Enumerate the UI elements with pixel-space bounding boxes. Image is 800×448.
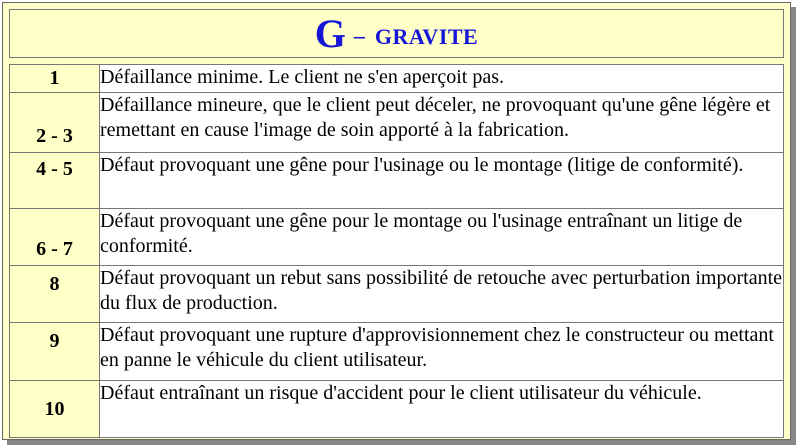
title-word: GRAVITE: [374, 23, 479, 49]
score-cell: 4 - 5: [10, 153, 100, 209]
description-cell: Défaillance minime. Le client ne s'en aperçoit pas.: [100, 65, 784, 93]
table-title: [9, 9, 784, 58]
table-row: [10, 65, 784, 93]
description-cell: Défaut provoquant une rupture d'approvisionnement chez le constructeur ou mettant en panne le véhicule du client utilisateur.: [100, 323, 784, 381]
score-cell: 2 - 3: [10, 93, 100, 153]
score-cell: 9: [10, 323, 100, 381]
table-row: [10, 381, 784, 438]
description-cell: Défaut provoquant une gêne pour le montage ou l'usinage entraînant un litige de conformité.: [100, 209, 784, 266]
description-cell: Défaut entraînant un risque d'accident pour le client utilisateur du véhicule.: [100, 381, 784, 438]
title-dash: –: [353, 22, 365, 48]
table-row: [10, 209, 784, 266]
gravity-table: [9, 64, 784, 438]
description-cell: Défaillance mineure, que le client peut déceler, ne provoquant qu'une gêne légère et remettant en cause l'image de soin apporté à la fabrication.: [100, 93, 784, 153]
table-row: [10, 323, 784, 381]
score-cell: 10: [10, 381, 100, 438]
table-row: [10, 93, 784, 153]
description-cell: Défaut provoquant un rebut sans possibilité de retouche avec perturbation importante du flux de production.: [100, 266, 784, 323]
score-cell: 6 - 7: [10, 209, 100, 266]
table-row: [10, 266, 784, 323]
score-cell: 8: [10, 266, 100, 323]
description-cell: Défaut provoquant une gêne pour l'usinage ou le montage (litige de conformité).: [100, 153, 784, 209]
title-letter: G: [314, 10, 346, 56]
gravity-scale-sheet: [2, 2, 791, 440]
table-row: [10, 153, 784, 209]
score-cell: 1: [10, 65, 100, 93]
